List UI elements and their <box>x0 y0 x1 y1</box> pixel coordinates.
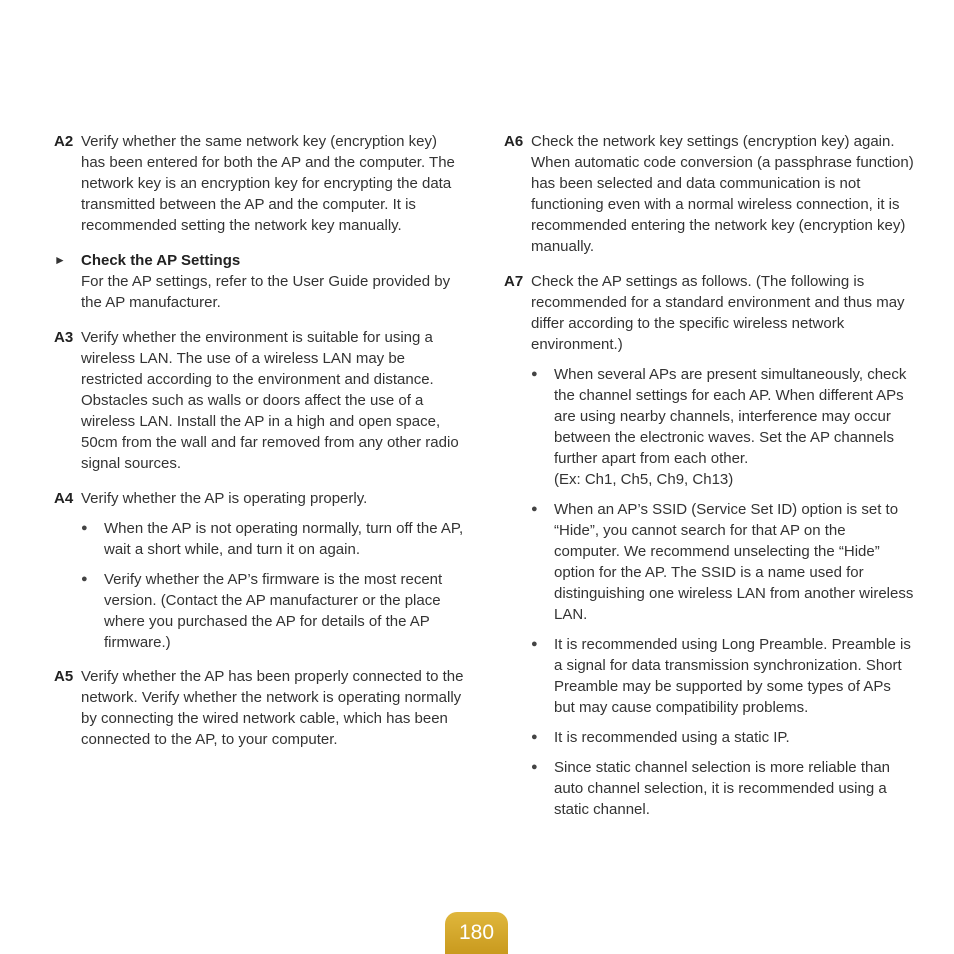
bullet-icon: ● <box>81 573 88 585</box>
bullet-icon: ● <box>531 638 538 650</box>
bullet-text: It is recommended using Long Preamble. Preamble is a signal for data transmission synchronization. Short Preamble may be supported by some types of APs but may cause compatibility problems. <box>554 636 911 716</box>
list-item <box>531 634 914 718</box>
answer-text: Check the AP settings as follows. (The following is recommended for a standard environment and thus may differ according to the specific wireless network environment.) <box>531 273 905 353</box>
list-item <box>531 757 914 820</box>
bullet-text: It is recommended using a static IP. <box>554 729 790 746</box>
answer-tag: A2 <box>54 133 74 150</box>
section-text: For the AP settings, refer to the User Guide provided by the AP manufacturer. <box>81 273 451 311</box>
answer-a7 <box>504 271 914 820</box>
list-item <box>531 499 914 625</box>
bullet-text: When the AP is not operating normally, turn off the AP, wait a short while, and turn it on again. <box>104 520 464 558</box>
answer-a2 <box>54 131 464 236</box>
left-column <box>54 131 464 750</box>
bullet-text: When several APs are present simultaneously, check the channel settings for each AP. When different APs are using nearby channels, interference may occur between the electronic waves. Set the AP channels further apart from each other. <box>554 366 907 467</box>
bullet-example: (Ex: Ch1, Ch5, Ch9, Ch13) <box>554 471 734 488</box>
bullet-list <box>81 518 464 653</box>
answer-text: Verify whether the AP is operating properly. <box>81 490 368 507</box>
answer-text: Verify whether the environment is suitable for using a wireless LAN. The use of a wireless LAN may be restricted according to the environment and distance. Obstacles such as walls or doors affect the use of a wireless LAN. Install the AP in a high and open space, 50cm from the wall and far removed from any other radio signal sources. <box>81 329 459 472</box>
answer-tag: A3 <box>54 329 74 346</box>
answer-a4 <box>54 488 464 653</box>
list-item <box>531 364 914 490</box>
list-item <box>81 569 464 653</box>
answer-tag: A7 <box>504 273 524 290</box>
answer-text: Check the network key settings (encryption key) again. When automatic code conversion (a passphrase function) has been selected and data communication is not functioning even with a normal wireless connection, it is recommended entering the network key (encryption key) manually. <box>531 133 914 255</box>
answer-tag: A6 <box>504 133 524 150</box>
right-column <box>504 131 914 829</box>
section-heading: Check the AP Settings <box>81 252 241 269</box>
answer-text: Verify whether the AP has been properly connected to the network. Verify whether the network is operating normally by connecting the wired network cable, which has been connected to the AP, to your computer. <box>81 668 464 748</box>
bullet-text: When an AP’s SSID (Service Set ID) option is set to “Hide”, you cannot search for that AP on the computer. We recommend unselecting the “Hide” option for the AP. The SSID is a name used for distinguishing one wireless LAN from another wireless LAN. <box>554 501 914 623</box>
list-item <box>531 727 914 748</box>
list-item <box>81 518 464 560</box>
answer-a5 <box>54 666 464 750</box>
bullet-icon: ● <box>531 368 538 380</box>
bullet-list <box>531 364 914 820</box>
answer-a6 <box>504 131 914 257</box>
page-number: 180 <box>445 912 508 954</box>
bullet-icon: ● <box>531 761 538 773</box>
answer-text: Verify whether the same network key (encryption key) has been entered for both the AP and the computer. The network key is an encryption key for encrypting the data transmitted between the AP and the computer. It is recommended setting the network key manually. <box>81 133 455 234</box>
bullet-text: Since static channel selection is more reliable than auto channel selection, it is recommended using a static channel. <box>554 759 891 818</box>
check-ap-settings <box>54 250 464 313</box>
answer-tag: A5 <box>54 668 74 685</box>
arrow-right-icon: ► <box>54 253 66 267</box>
answer-tag: A4 <box>54 490 74 507</box>
bullet-icon: ● <box>531 731 538 743</box>
answer-a3 <box>54 327 464 474</box>
bullet-icon: ● <box>531 503 538 515</box>
bullet-text: Verify whether the AP’s firmware is the most recent version. (Contact the AP manufacturer or the place where you purchased the AP for details of the AP firmware.) <box>104 571 443 651</box>
bullet-icon: ● <box>81 522 88 534</box>
